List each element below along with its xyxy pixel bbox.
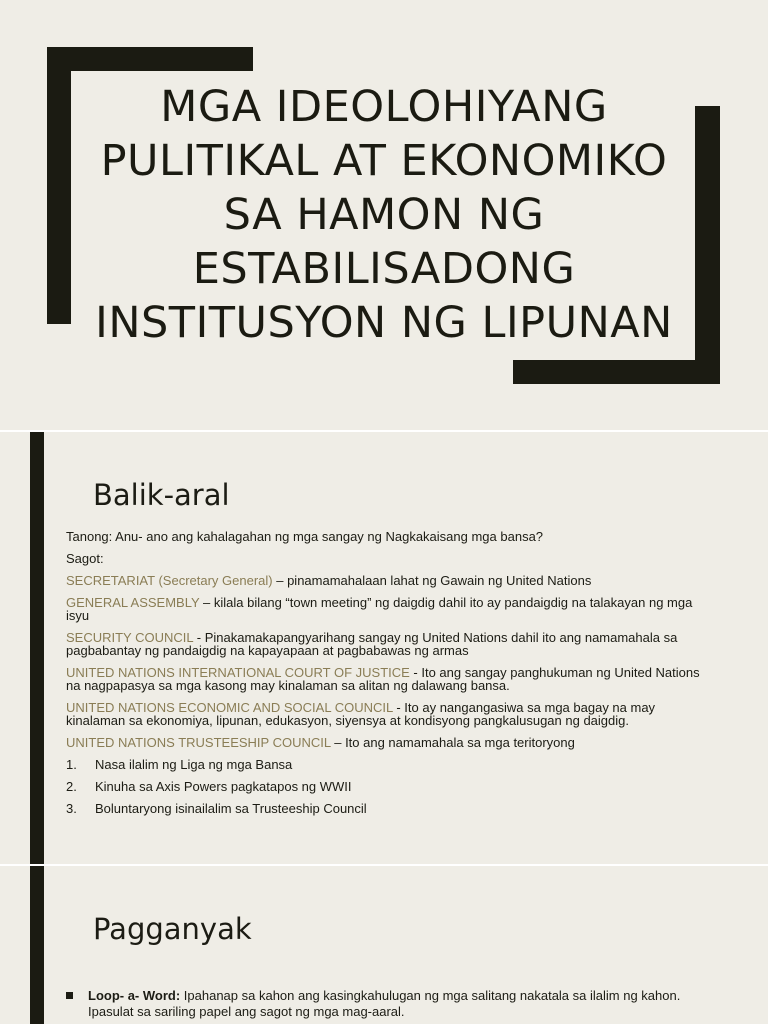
list-item	[66, 780, 706, 793]
title-slide	[0, 0, 768, 430]
entry-desc: – Ito ang namamahala sa mga teritoryong	[330, 735, 575, 750]
bracket-bottom-right-horizontal	[513, 360, 720, 384]
entry-secretariat	[66, 574, 706, 587]
bracket-top-left-vertical	[47, 47, 71, 324]
entry-term: UNITED NATIONS ECONOMIC AND SOCIAL COUNCIL	[66, 700, 393, 715]
list-text: Nasa ilalim ng Liga ng mga Bansa	[95, 757, 293, 772]
entry-term: SECURITY COUNCIL	[66, 630, 194, 645]
slide-heading: Balik-aral	[93, 478, 230, 512]
title-line-2: PULITIKAL AT EKONOMIKO	[100, 136, 668, 186]
entry-desc: – pinamamahalaan lahat ng Gawain ng United Nations	[272, 573, 592, 588]
entry-economic-social-council	[66, 701, 706, 727]
bracket-top-left-horizontal	[47, 47, 253, 71]
list-item	[66, 758, 706, 771]
entry-term: UNITED NATIONS INTERNATIONAL COURT OF JUSTICE	[66, 665, 410, 680]
slide-heading: Pagganyak	[93, 912, 252, 946]
entry-security-council	[66, 631, 706, 657]
square-bullet-icon	[66, 992, 73, 999]
entry-term: GENERAL ASSEMBLY	[66, 595, 200, 610]
list-number: 1.	[66, 757, 77, 772]
balik-aral-slide	[0, 432, 768, 864]
entry-desc: - Ito ang sangay panghukuman ng United Nations na nagpapasya sa mga kasong may kinalaman sa alitan ng dalawang bansa.	[66, 665, 700, 693]
bullet-term: Loop- a- Word:	[88, 988, 181, 1003]
pagganyak-slide	[0, 866, 768, 1024]
list-number: 3.	[66, 801, 77, 816]
list-text: Boluntaryong isinailalim sa Trusteeship Council	[95, 801, 367, 816]
title-line-3: SA HAMON NG	[223, 190, 545, 240]
slide-body	[66, 988, 706, 1020]
list-number: 2.	[66, 779, 77, 794]
territory-list	[66, 758, 706, 815]
list-item	[66, 802, 706, 815]
bracket-bottom-right-vertical	[695, 106, 720, 384]
presentation-title	[70, 80, 698, 350]
slide-body	[66, 530, 706, 824]
entry-trusteeship-council	[66, 736, 706, 749]
accent-bar	[30, 866, 44, 1024]
title-line-4: ESTABILISADONG	[192, 244, 576, 294]
question-text: Tanong: Anu- ano ang kahalagahan ng mga sangay ng Nagkakaisang mga bansa?	[66, 529, 544, 544]
list-text: Kinuha sa Axis Powers pagkatapos ng WWII	[95, 779, 352, 794]
entry-general-assembly	[66, 596, 706, 622]
entry-desc: – kilala bilang “town meeting” ng daigdig dahil ito ay pandaigdig na talakayan ng mga isyu	[66, 595, 693, 623]
entry-term: SECRETARIAT (Secretary General)	[66, 573, 273, 588]
title-line-5: INSTITUSYON NG LIPUNAN	[95, 298, 673, 348]
accent-bar	[30, 432, 44, 864]
bullet-text	[66, 988, 706, 1020]
answer-label: Sagot:	[66, 551, 104, 566]
entry-court-of-justice	[66, 666, 706, 692]
title-line-1: MGA IDEOLOHIYANG	[160, 82, 608, 132]
entry-desc: - Ito ay nangangasiwa sa mga bagay na may kinalaman sa ekonomiya, lipunan, edukasyon, siyensya at kondisyong pangkalusugan ng daigdig.	[66, 700, 656, 728]
bullet-desc: Ipahanap sa kahon ang kasingkahulugan ng mga salitang nakatala sa ilalim ng kahon. Ipasulat sa sariling papel ang sagot ng mga mag-aaral.	[88, 988, 681, 1019]
entry-desc: - Pinakamakapangyarihang sangay ng United Nations dahil ito ang namamahala sa pagbabantay ng pandaigdig na kapayapaan at pagbabawas ng armas	[66, 630, 678, 658]
entry-term: UNITED NATIONS TRUSTEESHIP COUNCIL	[66, 735, 331, 750]
